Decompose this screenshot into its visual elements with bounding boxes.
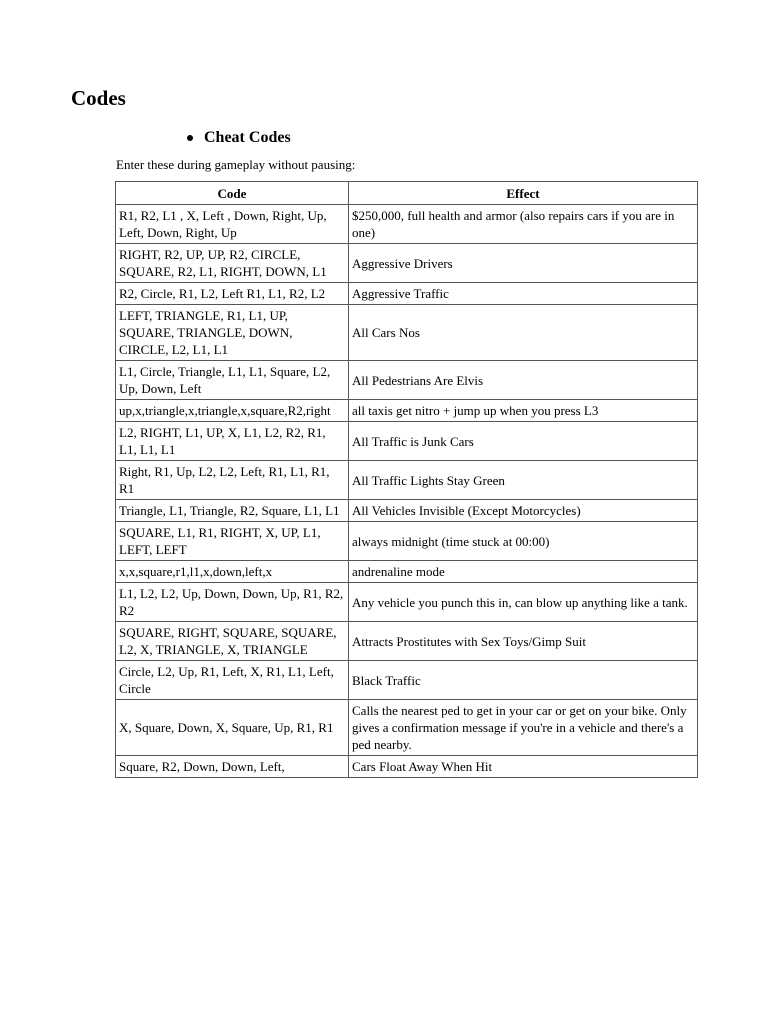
code-cell: Triangle, L1, Triangle, R2, Square, L1, L1 <box>116 500 349 522</box>
code-cell: X, Square, Down, X, Square, Up, R1, R1 <box>116 700 349 756</box>
effect-cell: andrenaline mode <box>349 561 698 583</box>
table-row <box>116 700 698 756</box>
code-cell: x,x,square,r1,l1,x,down,left,x <box>116 561 349 583</box>
effect-cell: all taxis get nitro + jump up when you press L3 <box>349 400 698 422</box>
table-row <box>116 244 698 283</box>
effect-cell: All Cars Nos <box>349 305 698 361</box>
table-row <box>116 583 698 622</box>
header-effect: Effect <box>349 182 698 205</box>
table-row <box>116 422 698 461</box>
intro-text: Enter these during gameplay without pausing: <box>116 157 356 172</box>
bullet-icon <box>187 135 193 141</box>
code-cell: R1, R2, L1 , X, Left , Down, Right, Up, Left, Down, Right, Up <box>116 205 349 244</box>
table-row <box>116 522 698 561</box>
effect-cell: All Traffic Lights Stay Green <box>349 461 698 500</box>
effect-cell: $250,000, full health and armor (also repairs cars if you are in one) <box>349 205 698 244</box>
code-cell: L1, L2, L2, Up, Down, Down, Up, R1, R2, R2 <box>116 583 349 622</box>
code-cell: SQUARE, RIGHT, SQUARE, SQUARE, L2, X, TRIANGLE, X, TRIANGLE <box>116 622 349 661</box>
code-cell: L1, Circle, Triangle, L1, L1, Square, L2, Up, Down, Left <box>116 361 349 400</box>
effect-cell: always midnight (time stuck at 00:00) <box>349 522 698 561</box>
code-cell: Right, R1, Up, L2, L2, Left, R1, L1, R1, R1 <box>116 461 349 500</box>
code-cell: Square, R2, Down, Down, Left, <box>116 756 349 778</box>
section-heading-text: Cheat Codes <box>204 129 291 146</box>
effect-cell: Black Traffic <box>349 661 698 700</box>
effect-cell: Any vehicle you punch this in, can blow up anything like a tank. <box>349 583 698 622</box>
table-row <box>116 661 698 700</box>
table-row <box>116 283 698 305</box>
effect-cell: Attracts Prostitutes with Sex Toys/Gimp Suit <box>349 622 698 661</box>
effect-cell: All Vehicles Invisible (Except Motorcycles) <box>349 500 698 522</box>
code-cell: LEFT, TRIANGLE, R1, L1, UP, SQUARE, TRIANGLE, DOWN, CIRCLE, L2, L1, L1 <box>116 305 349 361</box>
table-header-row <box>116 182 698 205</box>
code-cell: SQUARE, L1, R1, RIGHT, X, UP, L1, LEFT, LEFT <box>116 522 349 561</box>
page-title: Codes <box>71 86 126 110</box>
code-cell: RIGHT, R2, UP, UP, R2, CIRCLE, SQUARE, R2, L1, RIGHT, DOWN, L1 <box>116 244 349 283</box>
effect-cell: All Pedestrians Are Elvis <box>349 361 698 400</box>
table-row <box>116 361 698 400</box>
code-cell: Circle, L2, Up, R1, Left, X, R1, L1, Left, Circle <box>116 661 349 700</box>
header-code: Code <box>116 182 349 205</box>
table-row <box>116 500 698 522</box>
effect-cell: All Traffic is Junk Cars <box>349 422 698 461</box>
table-row <box>116 305 698 361</box>
effect-cell: Aggressive Traffic <box>349 283 698 305</box>
table-row <box>116 400 698 422</box>
table-row <box>116 561 698 583</box>
table-row <box>116 756 698 778</box>
section-heading <box>187 129 291 147</box>
cheat-codes-table <box>115 181 698 778</box>
effect-cell: Calls the nearest ped to get in your car or get on your bike. Only gives a confirmation message if you're in a vehicle and there's a ped nearby. <box>349 700 698 756</box>
effect-cell: Aggressive Drivers <box>349 244 698 283</box>
effect-cell: Cars Float Away When Hit <box>349 756 698 778</box>
table-row <box>116 205 698 244</box>
table-row <box>116 461 698 500</box>
table-row <box>116 622 698 661</box>
code-cell: L2, RIGHT, L1, UP, X, L1, L2, R2, R1, L1, L1, L1 <box>116 422 349 461</box>
code-cell: R2, Circle, R1, L2, Left R1, L1, R2, L2 <box>116 283 349 305</box>
code-cell: up,x,triangle,x,triangle,x,square,R2,right <box>116 400 349 422</box>
